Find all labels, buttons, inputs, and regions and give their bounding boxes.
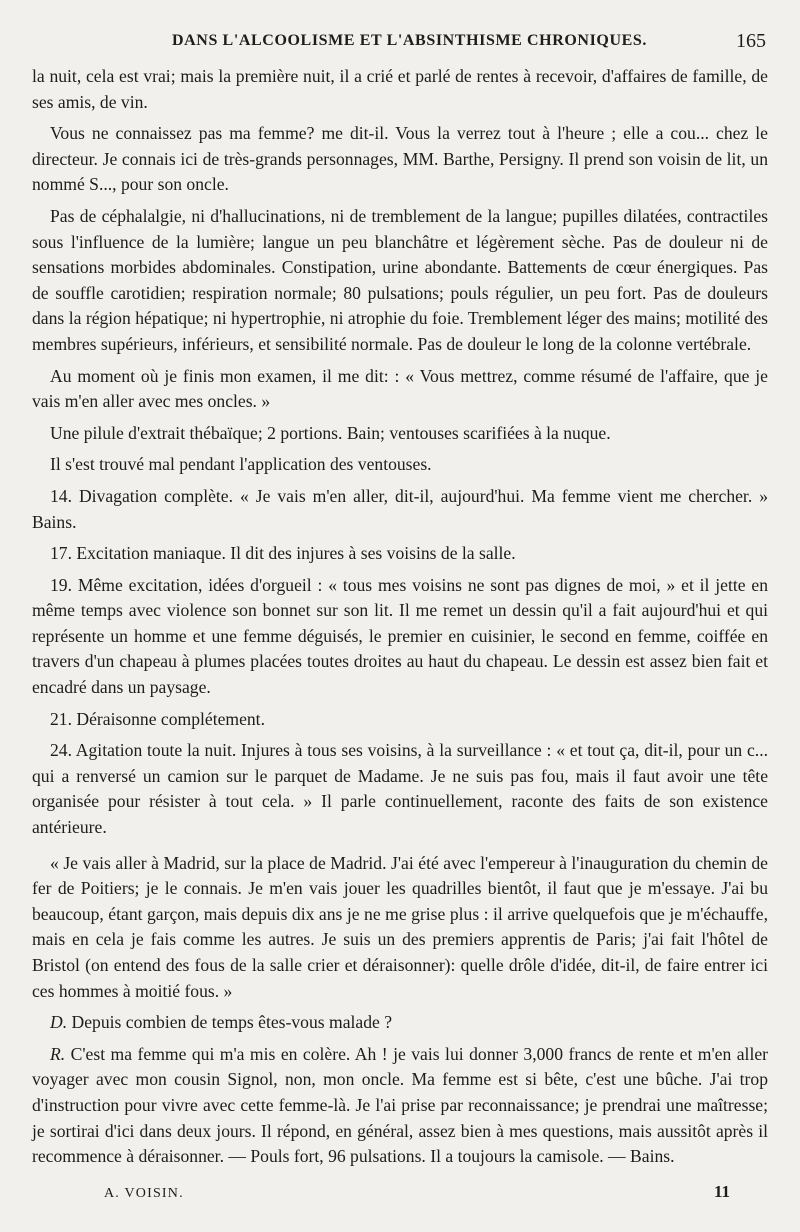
paragraph-11: 24. Agitation toute la nuit. Injures à tous ses voisins, à la surveillance : « et tout ça, dit-il, pour un c... qui a renversé un camion sur le parquet de Madame. Je ne suis pas fou, mais il faut avoir une tête organisée pour résister à tout cela. » Il parle continuellement, raconte des faits de son existence antérieure. — [32, 740, 768, 838]
paragraph-3: Pas de céphalalgie, ni d'hallucinations, ni de tremblement de la langue; pupilles dilatées, contractiles sous l'influence de la lumière; langue un peu blanchâtre et légèrement sèche. Pas de douleur ni de sensations morbides abdominales. Constipation, urine abondante. Battements de cœur énergiques. Pas de souffle carotidien; respiration normale; 80 pulsations; pouls régulier, un peu fort. Pas de douleurs dans la région hépatique; ni hypertrophie, ni atrophie du foie. Tremblement léger des mains; motilité des membres supérieurs, inférieurs, et sensibilité normale. Pas de douleur le long de la colonne vertébrale. — [32, 205, 768, 354]
sheet-number: 11 — [713, 1182, 730, 1201]
paragraph-4: Au moment où je finis mon examen, il me dit: : « Vous mettrez, comme résumé de l'affaire, que je vais m'en aller avec mes oncles. » — [32, 365, 768, 412]
body-text — [32, 64, 768, 1176]
paragraph-12: « Je vais aller à Madrid, sur la place de Madrid. J'ai été avec l'empereur à l'inauguration du chemin de fer de Poitiers; je le connais. Je m'en vais jouer les quadrilles bientôt, il faut que je m'essaye. J'ai bu beaucoup, étant garçon, mais depuis dix ans je ne me grise plus : il arrive quelquefois que je m'échauffe, mais en cela je fais comme les autres. Je suis un des premiers apprentis de Paris; j'ai fait l'hôtel de Bristol (on entend des fous de la salle crier et déraisonner): quelle drôle d'idée, dit-il, de faire entrer ici ces hommes à moitié fous. » — [32, 852, 768, 1001]
paragraph-7: 14. Divagation complète. « Je vais m'en aller, dit-il, aujourd'hui. Ma femme vient me chercher. » Bains. — [32, 485, 768, 532]
page-number: 165 — [736, 30, 766, 52]
question-label: D. — [50, 1012, 68, 1033]
paragraph-1: la nuit, cela est vrai; mais la première nuit, il a crié et parlé de rentes à recevoir, d'affaires de famille, de ses amis, de vin. — [32, 66, 768, 112]
paragraph-10: 21. Déraisonne complétement. — [50, 708, 265, 729]
answer-label: R. — [50, 1043, 66, 1064]
running-title: DANS L'ALCOOLISME ET L'ABSINTHISME CHRONIQUES. — [172, 32, 647, 49]
answer-paragraph — [32, 1042, 768, 1170]
question-text: Depuis combien de temps êtes-vous malade ? — [71, 1012, 393, 1033]
paragraph-2: Vous ne connaissez pas ma femme? me dit-il. Vous la verrez tout à l'heure ; elle a cou... chez le directeur. Je connais ici de très-grands personnages, MM. Barthe, Persigny. Il prend son voisin de lit, un nommé S..., pour son oncle. — [32, 123, 768, 195]
paragraph-5: Une pilule d'extrait thébaïque; 2 portions. Bain; ventouses scarifiées à la nuque. — [50, 422, 611, 443]
page-footer — [32, 1182, 730, 1206]
answer-text: C'est ma femme qui m'a mis en colère. Ah ! je vais lui donner 3,000 francs de rente et m'en aller voyager avec mon cousin Signol, non, mon oncle. Ma femme est si bête, c'est une bûche. J'ai trop d'instruction pour vivre avec cette femme-là. Je l'ai prise par reconnaissance; je prendrai une maîtresse; je sortirai d'ici dans deux jours. Il répond, en général, assez bien à mes questions, mais aussitôt après il recommence à déraisonner. — Pouls fort, 96 pulsations. Il a toujours la camisole. — Bains. — [32, 1043, 768, 1167]
paragraph-9: 19. Même excitation, idées d'orgueil : « tous mes voisins ne sont pas dignes de moi, » et il jette en même temps avec violence son bonnet sur son lit. Il me remet un dessin qu'il a fait aujourd'hui et qui représente un homme et une femme déguisés, le premier en cuisinier, le second en femme, coiffée en travers d'un chapeau à plumes placées toutes droites au haut du chapeau. Le dessin est assez bien fait et encadré dans un paysage. — [32, 574, 768, 698]
running-header — [32, 30, 770, 56]
paragraph-6: Il s'est trouvé mal pendant l'application des ventouses. — [50, 454, 432, 475]
paragraph-8: 17. Excitation maniaque. Il dit des injures à ses voisins de la salle. — [50, 543, 516, 564]
question-paragraph — [32, 1010, 768, 1036]
footer-signature: A. VOISIN. — [104, 1186, 184, 1201]
